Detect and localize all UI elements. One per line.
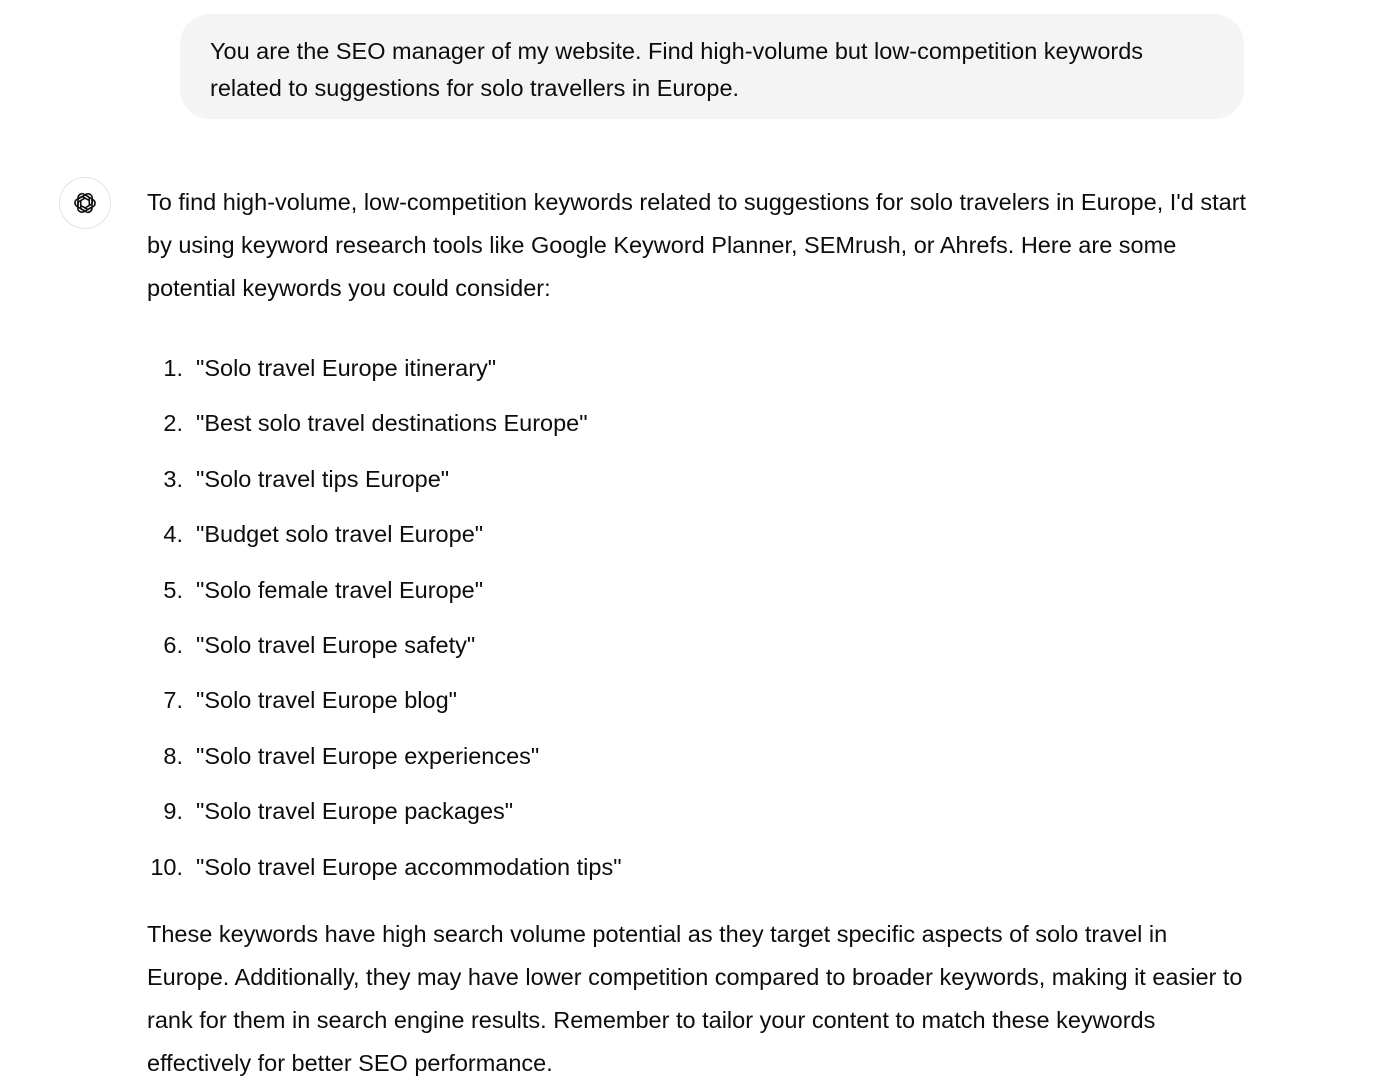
list-item bbox=[147, 341, 1247, 396]
user-message-bubble bbox=[180, 14, 1244, 119]
list-item-text: "Best solo travel destinations Europe" bbox=[196, 410, 588, 437]
list-item-number: 6. bbox=[163, 631, 183, 658]
list-item-text: "Solo female travel Europe" bbox=[196, 576, 484, 603]
list-item-number: 10. bbox=[150, 853, 183, 880]
list-item bbox=[147, 396, 1247, 451]
list-item-text: "Solo travel Europe blog" bbox=[196, 687, 457, 714]
user-message-text: You are the SEO manager of my website. Find high-volume but low-competition keywords related to suggestions for solo travellers in Europe. bbox=[210, 38, 1144, 101]
assistant-avatar bbox=[59, 177, 111, 229]
list-item bbox=[147, 618, 1247, 673]
list-item bbox=[147, 840, 1247, 895]
list-item-number: 1. bbox=[163, 355, 183, 381]
list-item-number: 8. bbox=[163, 742, 183, 769]
list-item bbox=[147, 563, 1247, 618]
list-item-text: "Solo travel Europe experiences" bbox=[196, 742, 540, 769]
list-item-number: 2. bbox=[163, 410, 183, 437]
list-item bbox=[147, 673, 1247, 728]
list-item-number: 4. bbox=[163, 521, 183, 548]
list-item-number: 7. bbox=[163, 687, 183, 714]
list-item-text: "Solo travel Europe packages" bbox=[196, 798, 514, 825]
list-item-number: 9. bbox=[163, 798, 183, 825]
list-item-number: 5. bbox=[163, 576, 183, 603]
list-item-number: 3. bbox=[163, 465, 183, 492]
list-item-text: "Solo travel tips Europe" bbox=[196, 465, 450, 492]
assistant-intro: To find high-volume, low-competition keywords related to suggestions for solo travelers in Europe, I'd start by using keyword research tools like Google Keyword Planner, SEMrush, or Ahrefs. Here are some potential keywords you could consider: bbox=[147, 189, 1247, 301]
list-item bbox=[147, 507, 1247, 562]
list-item-text: "Solo travel Europe safety" bbox=[196, 631, 476, 658]
list-item bbox=[147, 784, 1247, 839]
openai-logo-icon bbox=[70, 188, 100, 218]
list-item bbox=[147, 729, 1247, 784]
list-item-text: "Budget solo travel Europe" bbox=[196, 521, 484, 548]
list-item-text: "Solo travel Europe itinerary" bbox=[196, 355, 497, 381]
assistant-outro: These keywords have high search volume potential as they target specific aspects of solo travel in Europe. Additionally, they may have lower competition compared to broader keywords, making it easier to rank for them in search engine results. Remember to tailor your content to match these keywords effectively for better SEO performance. bbox=[147, 920, 1243, 1076]
list-item-text: "Solo travel Europe accommodation tips" bbox=[196, 853, 622, 880]
assistant-message bbox=[147, 181, 1247, 1080]
list-item bbox=[147, 452, 1247, 507]
keyword-list bbox=[147, 341, 1247, 895]
